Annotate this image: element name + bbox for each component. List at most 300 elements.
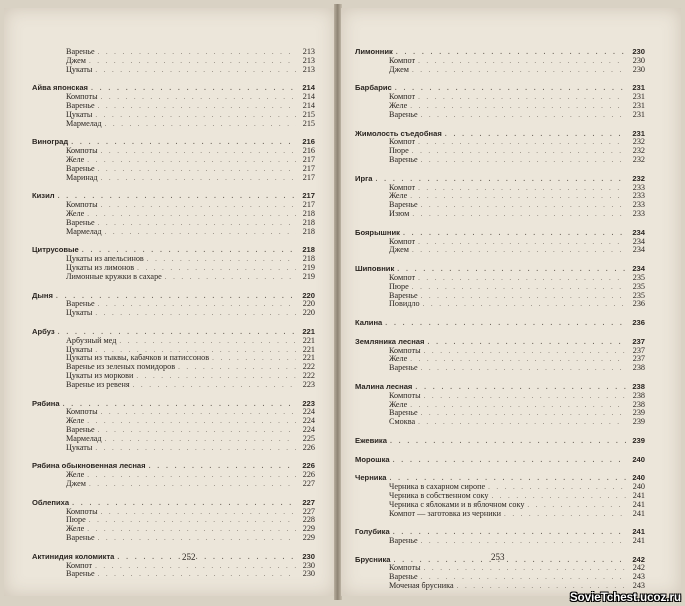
entry-title: Желе: [389, 102, 408, 111]
entry-title: Джем: [389, 246, 409, 255]
entry-title: Варенье: [66, 102, 95, 111]
entry-title: Варенье из зеленых помидоров: [66, 363, 176, 372]
dot-leader: [101, 174, 296, 183]
dot-leader: [105, 228, 296, 237]
entry-page-number: 241: [632, 537, 645, 545]
dot-leader: [424, 347, 626, 356]
dot-leader: [418, 57, 626, 66]
dot-leader: [424, 392, 626, 401]
toc-subentry: [355, 492, 645, 501]
dot-leader: [393, 529, 626, 537]
entry-title: Желе: [389, 192, 408, 201]
dot-leader: [105, 120, 296, 129]
entry-title: Компот: [389, 93, 416, 102]
dot-leader: [385, 320, 626, 328]
dot-leader: [87, 210, 296, 219]
dot-leader: [98, 426, 296, 435]
entry-title: Джем: [66, 480, 86, 489]
toc-subentry: [355, 93, 645, 102]
entry-page-number: 230: [302, 561, 315, 570]
toc-subentry: [32, 363, 315, 372]
dot-leader: [95, 111, 296, 120]
dot-leader: [87, 156, 296, 165]
entry-title: Цукаты из лимонов: [66, 264, 135, 273]
section-gap: [32, 390, 315, 400]
entry-title: Голубика: [355, 528, 390, 537]
dot-leader: [412, 147, 626, 156]
toc-subentry: [32, 102, 315, 111]
toc-subentry: [355, 184, 645, 193]
toc-section-entry: [32, 292, 315, 301]
entry-title: Моченая брусника: [389, 582, 454, 591]
dot-leader: [178, 363, 296, 372]
entry-title: Варенье: [389, 291, 418, 300]
dot-leader: [488, 483, 626, 492]
dot-leader: [82, 247, 296, 255]
entry-title: Компоты: [66, 507, 98, 516]
toc-subentry: [355, 537, 645, 546]
toc-subentry: [32, 354, 315, 363]
dot-leader: [421, 201, 626, 210]
toc-section-entry: [355, 437, 645, 446]
entry-title: Калина: [355, 319, 383, 328]
toc-section-entry: [32, 246, 315, 255]
entry-title: Мармелад: [66, 434, 102, 443]
entry-page-number: 217: [302, 192, 315, 201]
entry-title: Цукаты: [66, 309, 93, 318]
toc-subentry: [355, 283, 645, 292]
toc-subentry: [355, 409, 645, 418]
toc-subentry: [355, 274, 645, 283]
entry-page-number: 217: [302, 173, 315, 182]
dot-leader: [105, 435, 296, 444]
entry-title: Компот: [389, 237, 416, 246]
dot-leader: [421, 111, 626, 120]
entry-title: Компот: [389, 56, 416, 65]
entry-title: Арбуз: [32, 327, 55, 336]
toc-section-entry: [32, 462, 315, 471]
dot-leader: [165, 273, 296, 282]
toc-subentry: [32, 156, 315, 165]
entry-page-number: 221: [302, 345, 315, 354]
entry-page-number: 234: [632, 228, 645, 237]
entry-page-number: 242: [632, 555, 645, 564]
section-gap: [32, 75, 315, 85]
page-number-left: 252: [182, 552, 196, 562]
entry-page-number: 220: [302, 309, 315, 318]
dot-leader: [394, 557, 626, 565]
entry-title: Цитрусовые: [32, 246, 79, 255]
entry-title: Желе: [389, 355, 408, 364]
entry-title: Варенье: [389, 156, 418, 165]
dot-leader: [95, 346, 296, 355]
toc-subentry: [355, 201, 645, 210]
entry-title: Земляника лесная: [355, 337, 425, 346]
entry-title: Варенье: [66, 164, 95, 173]
entry-title: Варенье из ревеня: [66, 380, 130, 389]
dot-leader: [403, 230, 626, 238]
dot-leader: [89, 57, 296, 66]
toc-subentry: [32, 417, 315, 426]
dot-leader: [410, 192, 626, 201]
entry-title: Брусника: [355, 555, 391, 564]
entry-page-number: 216: [302, 138, 315, 147]
dot-leader: [98, 102, 296, 111]
toc-subentry: [355, 292, 645, 301]
toc-section-entry: [32, 553, 315, 562]
toc-subentry: [355, 138, 645, 147]
entry-title: Черника в собственном соку: [389, 491, 489, 500]
entry-title: Варенье: [389, 573, 418, 582]
entry-page-number: 217: [302, 201, 315, 210]
toc-subentry: [355, 57, 645, 66]
entry-title: Дыня: [32, 291, 53, 300]
toc-subentry: [32, 165, 315, 174]
dot-leader: [397, 266, 626, 274]
entry-title: Варенье: [66, 426, 95, 435]
entry-title: Цукаты: [66, 345, 93, 354]
entry-page-number: 230: [632, 48, 645, 56]
entry-page-number: 225: [302, 434, 315, 443]
entry-page-number: 227: [302, 480, 315, 489]
entry-title: Цукаты из апельсинов: [66, 255, 144, 264]
toc-subentry: [355, 66, 645, 75]
toc-subentry: [32, 408, 315, 417]
entry-page-number: 237: [632, 355, 645, 364]
dot-leader: [119, 337, 296, 346]
dot-leader: [95, 444, 296, 453]
right-toc: [355, 48, 645, 591]
entry-title: Лимонные кружки в сахаре: [66, 272, 162, 281]
entry-page-number: 213: [302, 48, 315, 56]
dot-leader: [491, 492, 626, 501]
entry-title: Изюм: [389, 210, 410, 219]
entry-page-number: 233: [632, 192, 645, 201]
toc-subentry: [32, 426, 315, 435]
dot-leader: [71, 139, 296, 147]
dot-leader: [98, 219, 296, 228]
entry-page-number: 215: [302, 110, 315, 119]
left-page: [4, 8, 335, 596]
entry-page-number: 231: [632, 110, 645, 119]
entry-title: Желе: [66, 156, 85, 165]
dot-leader: [504, 510, 626, 519]
entry-title: Арбузный мед: [66, 336, 117, 345]
dot-leader: [101, 508, 296, 517]
toc-subentry: [355, 392, 645, 401]
dot-leader: [396, 49, 626, 57]
dot-leader: [147, 255, 296, 264]
entry-title: Варенье: [389, 409, 418, 418]
entry-title: Повидло: [389, 300, 420, 309]
toc-section-entry: [355, 175, 645, 184]
dot-leader: [133, 381, 296, 390]
entry-page-number: 224: [302, 417, 315, 426]
entry-title: Варенье: [389, 201, 418, 210]
entry-page-number: 228: [302, 516, 315, 525]
dot-leader: [412, 283, 626, 292]
entry-page-number: 218: [302, 218, 315, 227]
toc-section-entry: [355, 338, 645, 347]
entry-title: Актинидия коломикта: [32, 552, 115, 561]
dot-leader: [418, 184, 626, 193]
entry-page-number: 226: [302, 443, 315, 452]
toc-section-entry: [32, 192, 315, 201]
toc-subentry: [32, 147, 315, 156]
entry-title: Варенье: [66, 534, 95, 543]
entry-page-number: 221: [302, 336, 315, 345]
entry-title: Цукаты: [66, 443, 93, 452]
entry-title: Компот: [389, 183, 416, 192]
dot-leader: [89, 480, 296, 489]
page-number-right: 253: [491, 552, 505, 562]
section-gap: [355, 309, 645, 319]
entry-title: Черника с яблоками и в яблочном соку: [389, 500, 525, 509]
entry-page-number: 233: [632, 210, 645, 219]
toc-section-entry: [355, 265, 645, 274]
toc-subentry: [32, 219, 315, 228]
section-gap: [355, 427, 645, 437]
entry-page-number: 232: [632, 138, 645, 147]
entry-title: Виноград: [32, 138, 69, 147]
toc-subentry: [355, 573, 645, 582]
dot-leader: [375, 176, 626, 184]
section-gap: [32, 318, 315, 328]
entry-page-number: 221: [302, 327, 315, 336]
entry-page-number: 227: [302, 498, 315, 507]
dot-leader: [421, 156, 626, 165]
dot-leader: [101, 93, 296, 102]
entry-page-number: 234: [632, 265, 645, 274]
dot-leader: [58, 329, 296, 337]
dot-leader: [72, 500, 296, 508]
entry-page-number: 223: [302, 380, 315, 389]
entry-page-number: 214: [302, 84, 315, 93]
entry-title: Морошка: [355, 455, 390, 464]
entry-title: Компот — заготовка из черники: [389, 509, 502, 518]
toc-subentry: [32, 516, 315, 525]
entry-page-number: 232: [632, 147, 645, 156]
section-gap: [355, 255, 645, 265]
dot-leader: [117, 554, 296, 562]
entry-title: Черника в сахарном сиропе: [389, 482, 486, 491]
entry-title: Мармелад: [66, 119, 102, 128]
entry-page-number: 231: [632, 84, 645, 93]
toc-subentry: [355, 564, 645, 573]
entry-title: Компоты: [66, 201, 98, 210]
dot-leader: [421, 364, 626, 373]
entry-page-number: 240: [632, 482, 645, 491]
dot-leader: [457, 582, 626, 591]
entry-page-number: 234: [632, 246, 645, 255]
toc-subentry: [355, 510, 645, 519]
entry-page-number: 217: [302, 156, 315, 165]
entry-title: Джем: [389, 65, 409, 74]
toc-subentry: [355, 364, 645, 373]
section-gap: [32, 129, 315, 139]
entry-title: Шиповник: [355, 265, 395, 274]
section-gap: [355, 518, 645, 528]
entry-page-number: 226: [302, 462, 315, 471]
toc-section-entry: [32, 499, 315, 508]
entry-title: Варенье: [389, 110, 418, 119]
toc-section-entry: [355, 456, 645, 465]
toc-section-entry: [355, 474, 645, 483]
dot-leader: [421, 573, 626, 582]
dot-leader: [390, 438, 626, 446]
entry-page-number: 239: [632, 418, 645, 427]
dot-leader: [87, 471, 296, 480]
entry-title: Черника: [355, 474, 387, 483]
dot-leader: [98, 534, 296, 543]
entry-title: Мармелад: [66, 227, 102, 236]
toc-subentry: [32, 201, 315, 210]
section-gap: [32, 489, 315, 499]
section-gap: [32, 543, 315, 553]
toc-subentry: [355, 300, 645, 309]
entry-title: Джем: [66, 56, 86, 65]
dot-leader: [424, 564, 626, 573]
dot-leader: [527, 501, 626, 510]
dot-leader: [101, 408, 296, 417]
entry-title: Варенье: [66, 300, 95, 309]
entry-title: Ежевика: [355, 436, 387, 445]
toc-subentry: [355, 355, 645, 364]
toc-section-entry: [355, 84, 645, 93]
dot-leader: [395, 85, 626, 93]
entry-title: Варенье: [389, 364, 418, 373]
entry-page-number: 241: [632, 500, 645, 509]
toc-subentry: [32, 346, 315, 355]
entry-page-number: 240: [632, 455, 645, 464]
toc-subentry: [355, 582, 645, 591]
entry-page-number: 239: [632, 436, 645, 445]
dot-leader: [421, 537, 626, 546]
entry-title: Компоты: [66, 93, 98, 102]
toc-subentry: [32, 264, 315, 273]
entry-page-number: 240: [632, 474, 645, 483]
entry-title: Облепиха: [32, 498, 70, 507]
toc-section-entry: [355, 229, 645, 238]
section-gap: [355, 165, 645, 175]
entry-page-number: 243: [632, 582, 645, 591]
dot-leader: [89, 516, 296, 525]
dot-leader: [98, 570, 296, 579]
toc-subentry: [32, 508, 315, 517]
entry-page-number: 239: [632, 409, 645, 418]
toc-subentry: [32, 534, 315, 543]
dot-leader: [98, 165, 296, 174]
entry-title: Компоты: [389, 346, 421, 355]
entry-title: Желе: [66, 210, 85, 219]
toc-subentry: [355, 102, 645, 111]
section-gap: [355, 446, 645, 456]
dot-leader: [418, 238, 626, 247]
entry-page-number: 232: [632, 156, 645, 165]
dot-leader: [410, 401, 626, 410]
entry-page-number: 215: [302, 119, 315, 128]
entry-page-number: 222: [302, 363, 315, 372]
toc-subentry: [32, 381, 315, 390]
toc-subentry: [32, 48, 315, 57]
entry-page-number: 218: [302, 255, 315, 264]
dot-leader: [63, 401, 296, 409]
section-gap: [32, 282, 315, 292]
dot-leader: [410, 102, 626, 111]
dot-leader: [412, 210, 626, 219]
dot-leader: [421, 292, 626, 301]
entry-page-number: 231: [632, 102, 645, 111]
entry-page-number: 232: [632, 174, 645, 183]
left-toc: [32, 48, 315, 579]
entry-title: Компоты: [389, 564, 421, 573]
entry-page-number: 242: [632, 564, 645, 573]
entry-title: Кизил: [32, 192, 55, 201]
entry-page-number: 217: [302, 164, 315, 173]
entry-title: Компот: [389, 138, 416, 147]
section-gap: [355, 219, 645, 229]
entry-page-number: 243: [632, 573, 645, 582]
dot-leader: [410, 355, 626, 364]
toc-subentry: [32, 570, 315, 579]
dot-leader: [95, 562, 296, 571]
section-gap: [355, 464, 645, 474]
entry-page-number: 213: [302, 65, 315, 74]
toc-subentry: [32, 120, 315, 129]
entry-page-number: 238: [632, 391, 645, 400]
watermark: SovieTchest.ucoz.ru: [570, 592, 681, 604]
entry-title: Пюре: [389, 282, 409, 291]
toc-subentry: [32, 444, 315, 453]
section-gap: [32, 453, 315, 463]
entry-title: Варенье: [66, 218, 95, 227]
entry-page-number: 230: [302, 552, 315, 561]
entry-title: Рябина обыкновенная лесная: [32, 462, 146, 471]
entry-title: Цукаты из моркови: [66, 372, 134, 381]
dot-leader: [212, 354, 296, 363]
toc-subentry: [32, 228, 315, 237]
dot-leader: [136, 372, 296, 381]
toc-subentry: [32, 93, 315, 102]
dot-leader: [101, 147, 296, 156]
entry-page-number: 230: [632, 56, 645, 65]
entry-page-number: 224: [302, 408, 315, 417]
dot-leader: [421, 409, 626, 418]
entry-page-number: 238: [632, 400, 645, 409]
toc-subentry: [32, 300, 315, 309]
dot-leader: [412, 66, 626, 75]
toc-section-entry: [32, 84, 315, 93]
entry-title: Пюре: [66, 516, 86, 525]
entry-page-number: 235: [632, 273, 645, 282]
toc-subentry: [32, 525, 315, 534]
dot-leader: [418, 418, 626, 427]
entry-title: Боярышник: [355, 228, 400, 237]
entry-page-number: 219: [302, 264, 315, 273]
entry-page-number: 238: [632, 382, 645, 391]
entry-page-number: 234: [632, 237, 645, 246]
toc-section-entry: [355, 48, 645, 57]
entry-page-number: 241: [632, 509, 645, 518]
toc-subentry: [355, 210, 645, 219]
entry-page-number: 238: [632, 364, 645, 373]
entry-page-number: 241: [632, 491, 645, 500]
entry-page-number: 235: [632, 291, 645, 300]
toc-subentry: [355, 347, 645, 356]
entry-title: Барбарис: [355, 84, 392, 93]
toc-section-entry: [355, 130, 645, 139]
dot-leader: [418, 274, 626, 283]
